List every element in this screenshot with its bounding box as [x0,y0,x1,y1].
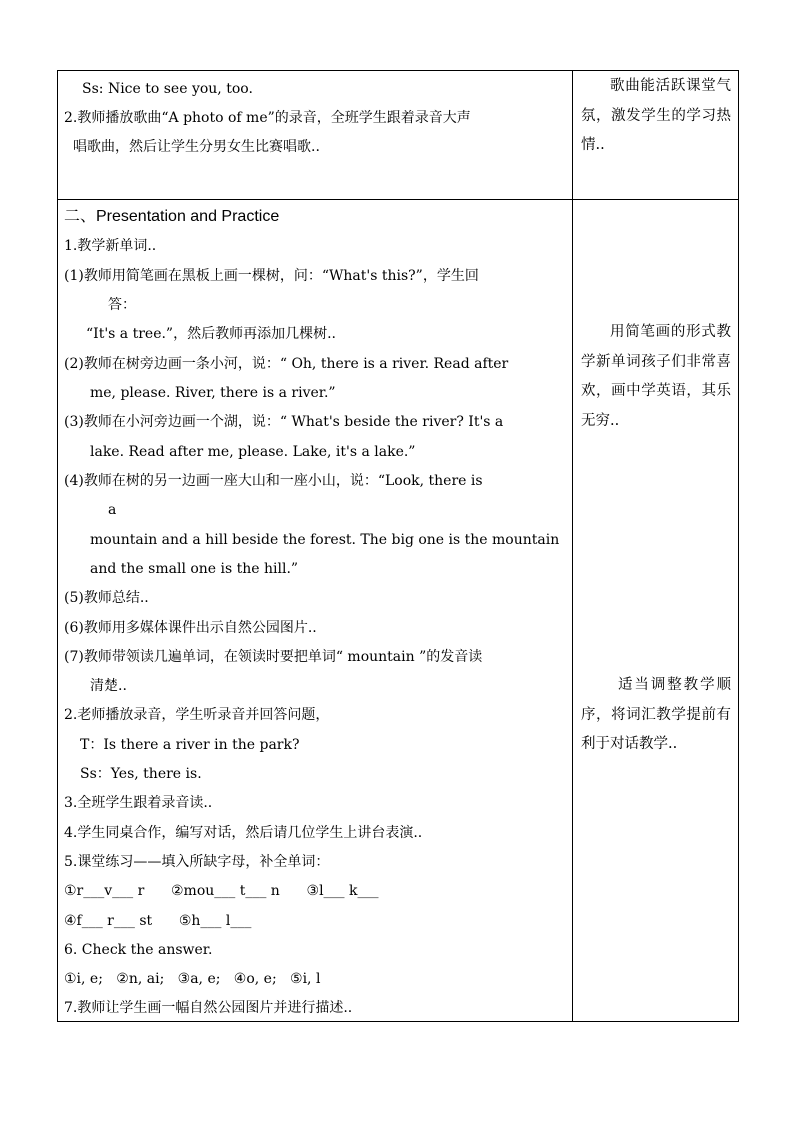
procedure-line: 2.教师播放歌曲“A photo of me”的录音，全班学生跟着录音大声 [64,110,471,126]
procedure-cell [58,200,573,1022]
procedure-line: (6)教师用多媒体课件出示自然公园图片.. [64,620,317,637]
procedure-line: (5)教师总结.. [64,590,149,607]
procedure-line: (7)教师带领读几遍单词，在领读时要把单词“ mountain ”的发音读 [64,649,483,666]
procedure-line: 1.教学新单词.. [64,238,157,255]
answer-line: ①i, e; ②n, ai; ③a, e; ④o, e; ⑤i, l [64,971,321,988]
procedure-line: 答： [108,297,136,314]
procedure-cell [58,71,573,200]
procedure-line: and the small one is the hill.” [90,561,299,578]
procedure-line: a [108,502,117,519]
section-heading: 二、Presentation and Practice [64,208,280,226]
purpose-note: 歌曲能活跃课堂气氛，激发学生的学习热情.. [581,78,731,153]
procedure-line: (1)教师用简笔画在黑板上画一棵树，问：“What's this?”，学生回 [64,268,479,285]
procedure-line: 唱歌曲，然后让学生分男女生比赛唱歌.. [73,139,320,155]
procedure-line: lake. Read after me, please. Lake, it's a lake.” [90,444,416,461]
procedure-line: 6. Check the answer. [64,942,213,959]
procedure-line: (3)教师在小河旁边画一个湖，说：“ What's beside the river? It's a [64,414,504,431]
procedure-line: 4.学生同桌合作，编写对话，然后请几位学生上讲台表演.. [64,825,423,842]
procedure-line: 清楚.. [90,678,127,695]
table-row [58,200,739,1022]
procedure-line: mountain and a hill beside the forest. The big one is the mountain [90,532,560,549]
purpose-cell [573,200,739,1022]
procedure-line: Ss: Nice to see you, too. [82,81,253,97]
procedure-line: 5.课堂练习——填入所缺字母，补全单词： [64,854,330,871]
purpose-note: 适当调整教学顺序，将词汇教学提前有利于对话教学.. [581,677,731,753]
purpose-cell [573,71,739,200]
procedure-line: 7.教师让学生画一幅自然公园图片并进行描述.. [64,1000,353,1017]
procedure-line: 2.老师播放录音，学生听录音并回答问题， [64,707,330,724]
procedure-line: Ss：Yes, there is. [80,766,202,783]
exercise-line: ④f___ r___ st ⑤h___ l___ [64,913,252,930]
exercise-line: ①r___v___ r ②mou___ t___ n ③l___ k___ [64,883,379,900]
procedure-line: “It's a tree.”，然后教师再添加几棵树.. [86,326,336,343]
procedure-line: 3.全班学生跟着录音读.. [64,795,213,812]
procedure-line: (2)教师在树旁边画一条小河，说：“ Oh, there is a river. Read after [64,356,509,373]
procedure-line: me, please. River, there is a river.” [90,385,336,402]
lesson-plan-table [57,70,739,1022]
procedure-line: T：Is there a river in the park? [80,737,300,754]
purpose-note: 用简笔画的形式教学新单词孩子们非常喜欢，画中学英语，其乐无穷.. [581,324,731,429]
table-row [58,71,739,200]
procedure-line: (4)教师在树的另一边画一座大山和一座小山，说：“Look, there is [64,473,483,490]
